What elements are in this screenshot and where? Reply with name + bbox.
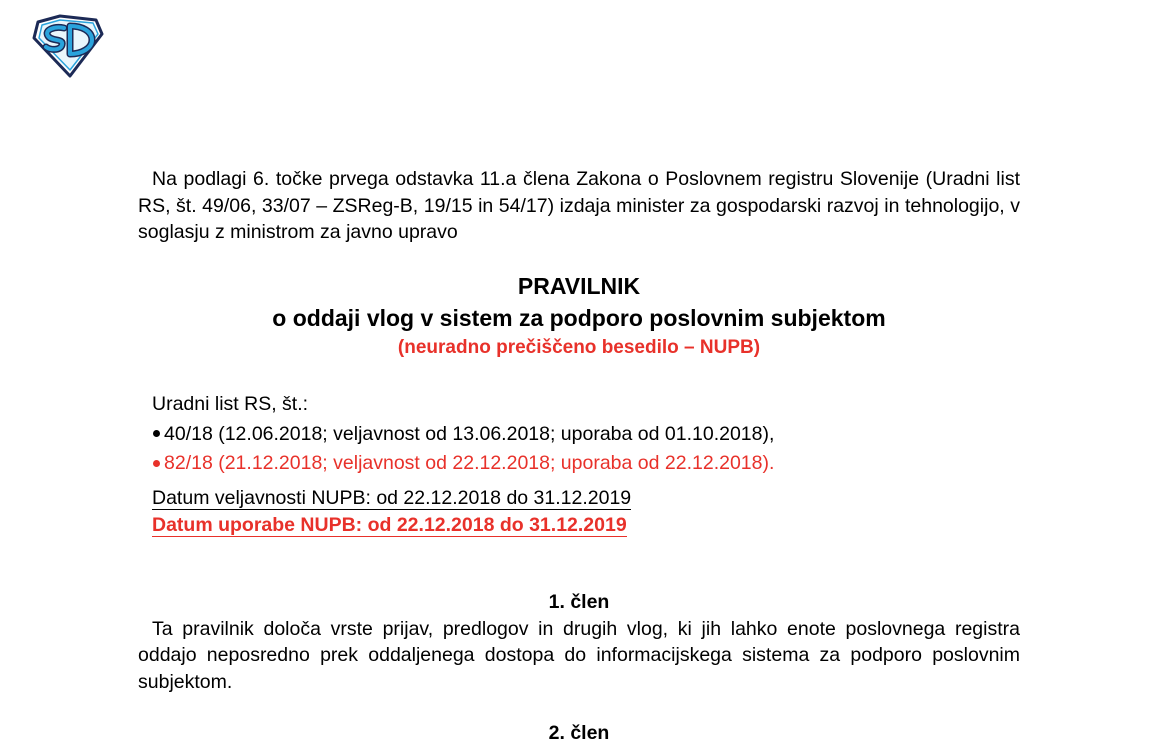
sd-shield-logo-icon xyxy=(30,14,104,78)
gazette-label: Uradni list RS, št.: xyxy=(152,393,309,415)
validity-date-line: Datum veljavnosti NUPB: od 22.12.2018 do 31.12.2019 xyxy=(152,487,632,509)
article-1 xyxy=(138,589,1020,695)
title-block xyxy=(138,270,1020,362)
bullet-icon xyxy=(153,460,160,467)
document-subtitle: o oddaji vlog v sistem za podporo poslovnim subjektom xyxy=(272,305,886,331)
article-body: Ta pravilnik določa vrste prijav, predlogov in drugih vlog, ki jih lahko enote poslovnega registra oddajo neposredno prek oddaljenega dostopa do informacijskega sistema za podporo poslovnim subjektom. xyxy=(138,617,1020,693)
gazette-item xyxy=(152,450,1020,477)
preamble-text: Na podlagi 6. točke prvega odstavka 11.a člena Zakona o Poslovnem registru Slovenije (Uradni list RS, št. 49/06, 33/07 – ZSReg-B, 19/15 in 54/17) izdaja minister za gospodarski razvoj in tehnologijo, v soglasju z ministrom za javno upravo xyxy=(138,168,1020,243)
gazette-list xyxy=(152,421,1020,477)
bullet-icon xyxy=(153,430,160,437)
gazette-item-text: 40/18 (12.06.2018; veljavnost od 13.06.2018; uporaba od 01.10.2018), xyxy=(164,422,775,445)
usage-date-line: Datum uporabe NUPB: od 22.12.2018 do 31.12.2019 xyxy=(152,513,627,536)
gazette-item xyxy=(152,421,1020,448)
gazette-item-text: 82/18 (21.12.2018; veljavnost od 22.12.2018; uporaba od 22.12.2018). xyxy=(164,452,775,474)
gazette-references xyxy=(152,391,1020,477)
document-title: PRAVILNIK xyxy=(517,273,641,299)
article-heading: 2. člen xyxy=(548,722,610,744)
document-note: (neuradno prečiščeno besedilo – NUPB) xyxy=(397,337,761,358)
validity-dates xyxy=(152,485,1020,538)
logo-svg xyxy=(30,14,104,78)
article-heading: 1. člen xyxy=(548,591,610,613)
